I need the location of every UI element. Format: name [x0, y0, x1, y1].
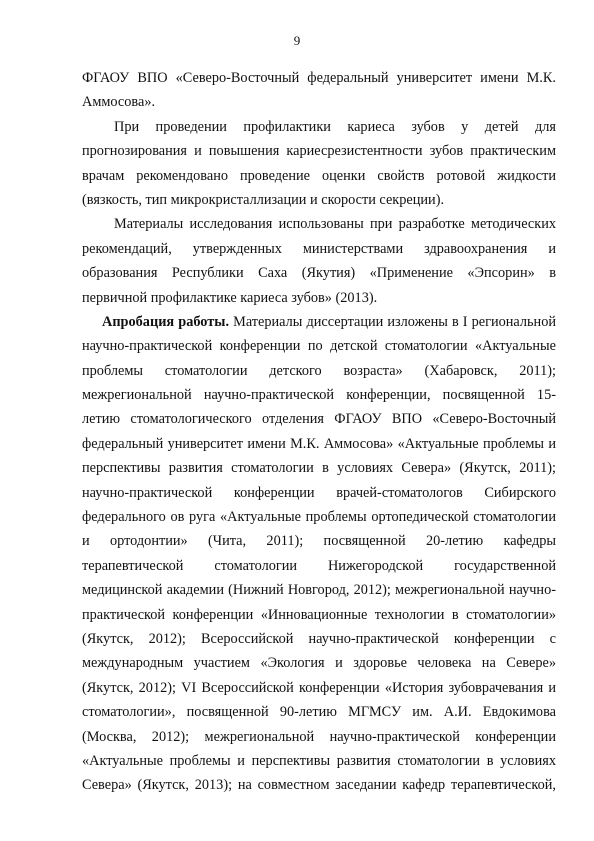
- text-line: (вязкость, тип микрокристаллизации и скорости секреции).: [82, 191, 445, 208]
- text-line: терапевтической стоматологии Нижегородской государственной: [82, 557, 556, 574]
- text-line: «Актуальные проблемы и перспективы развития стоматологии в условиях: [82, 752, 556, 769]
- text-line: врачам рекомендовано проведение оценки свойств ротовой жидкости: [82, 167, 556, 184]
- text-line: стоматологии», посвященной 90-летию МГМСУ им. А.И. Евдокимова: [82, 704, 556, 721]
- text-line: Материалы исследования использованы при разработке методических: [114, 216, 556, 233]
- text-line: научно-практической конференции по детской стоматологии «Актуальные: [82, 338, 556, 355]
- text-line: (Москва, 2012); межрегиональной научно-практической конференции: [82, 728, 556, 745]
- text-line: международным участием «Экология и здоровье человека на Севере»: [82, 655, 556, 672]
- page-number: 9: [293, 33, 301, 48]
- line-text: Материалы диссертации изложены в I региональной: [229, 313, 556, 330]
- text-line: (Якутск, 2012); VI Всероссийской конференции «История зубоврачевания и: [82, 679, 556, 696]
- text-line: рекомендаций, утвержденных министерствами здравоохранения и: [82, 240, 556, 257]
- text-line: Аммосова».: [82, 94, 156, 111]
- section-heading: Апробация работы.: [102, 313, 230, 330]
- text-line: и ортодонтии» (Чита, 2011); посвященной 20-летию кафедры: [82, 533, 556, 550]
- text-line: научно-практической конференции врачей-стоматологов Сибирского: [82, 484, 556, 501]
- text-line: летию стоматологического отделения ФГАОУ ВПО «Северо-Восточный: [82, 411, 556, 428]
- text-line: Севера» (Якутск, 2013); на совместном заседании кафедр терапевтической,: [82, 777, 556, 794]
- text-line: прогнозирования и повышения кариесрезистентности зубов практическим: [82, 143, 556, 160]
- text-line: медицинской академии (Нижний Новгород, 2012); межрегиональной научно-: [82, 582, 556, 599]
- text-line: перспективы развития стоматологии в условиях Севера» (Якутск, 2011);: [82, 460, 556, 477]
- text-line: практической конференции «Инновационные технологии в стоматологии»: [82, 606, 556, 623]
- body-text: [82, 66, 556, 798]
- text-line: федеральный университет имени М.К. Аммосова» «Актуальные проблемы и: [82, 435, 556, 452]
- text-line: При проведении профилактики кариеса зубов у детей для: [114, 118, 556, 135]
- text-line: проблемы стоматологии детского возраста» (Хабаровск, 2011);: [82, 362, 556, 379]
- text-line: первичной профилактике кариеса зубов» (2013).: [82, 289, 378, 306]
- text-line: [82, 310, 556, 334]
- text-line: образования Республики Саха (Якутия) «Применение «Эпсорин» в: [82, 265, 556, 282]
- text-line: ФГАОУ ВПО «Северо-Восточный федеральный университет имени М.К.: [82, 70, 556, 86]
- text-line: межрегиональной научно-практической конференции, посвященной 15-: [82, 387, 556, 404]
- text-line: федерального ов руга «Актуальные проблемы ортопедической стоматологии: [82, 509, 556, 526]
- text-line: (Якутск, 2012); Всероссийской научно-практической конференции с: [82, 630, 556, 647]
